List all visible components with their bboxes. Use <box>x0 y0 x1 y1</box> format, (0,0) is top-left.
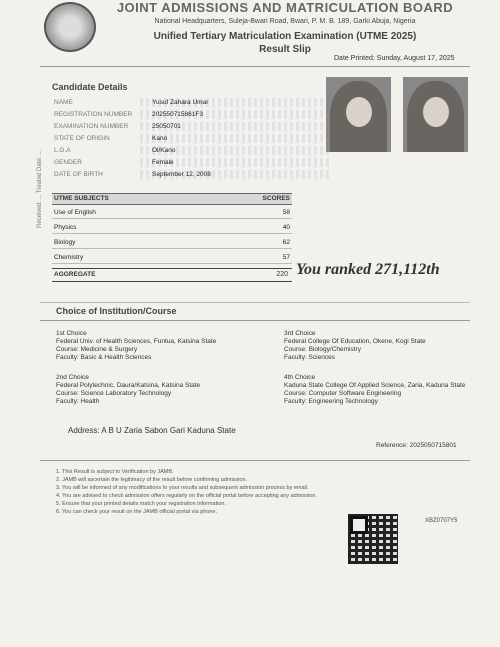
exam-title: Unified Tertiary Matriculation Examination (UTME 2025) <box>153 31 417 42</box>
choice-institution: Federal College Of Education, Okene, Kogi State <box>284 338 426 345</box>
exam-number-label: EXAMINATION NUMBER <box>54 123 129 130</box>
choice-faculty: Faculty: Engineering Technology <box>284 398 378 405</box>
subject-name: Use of English <box>54 209 96 216</box>
candidate-capture-photo <box>403 77 468 152</box>
reference-number: Reference: 2025050715801 <box>376 442 457 449</box>
note-item: 2. JAMB will ascertain the legitimacy of the result before confirming admission. <box>56 477 248 483</box>
choice-institution: Federal Polytechnic, Daura/Katsina, Katsina State <box>56 382 201 389</box>
gender-value: Female <box>152 159 174 166</box>
org-name: JOINT ADMISSIONS AND MATRICULATION BOARD <box>116 0 454 15</box>
registration-label: REGISTRATION NUMBER <box>54 111 133 118</box>
exam-number-value: 25050701 <box>152 123 181 130</box>
subject-score: 62 <box>282 239 290 246</box>
section-rule <box>40 302 470 303</box>
third-choice <box>284 330 426 362</box>
printed-date: Date Printed: Sunday, August 17, 2025 <box>334 55 455 62</box>
lga-value: Ol/Kano <box>152 147 176 154</box>
subject-row <box>52 222 292 234</box>
candidate-details-title: Candidate Details <box>52 82 128 92</box>
note-item: 1. This Result is subject to Verification by JAMB. <box>56 469 174 475</box>
fourth-choice <box>284 374 465 406</box>
slip-title: Result Slip <box>259 44 311 55</box>
choice-faculty: Faculty: Health <box>56 398 100 405</box>
jamb-crest-icon <box>44 2 96 52</box>
lga-label: L.G.A <box>54 147 71 154</box>
second-choice <box>56 374 200 406</box>
candidate-photo <box>326 77 391 152</box>
choice-heading: 3rd Choice <box>284 330 316 337</box>
choice-institution: Federal Univ. of Health Sciences, Funtua, Katsina State <box>56 338 217 345</box>
choices-title: Choice of Institution/Course <box>56 306 177 316</box>
note-item: 4. You are advised to check admission offers regularly on the official portal before accepting any admission. <box>56 493 317 499</box>
section-rule <box>40 460 470 461</box>
field-stripe <box>140 134 330 143</box>
choice-institution: Kaduna State College Of Applied Science, Zaria, Kaduna State <box>284 382 466 389</box>
subject-row <box>52 207 292 219</box>
aggregate-label: AGGREGATE <box>54 271 96 278</box>
gender-label: GENDER <box>54 159 82 166</box>
verification-code: XBZ0707Y5 <box>425 518 458 524</box>
note-item: 5. Ensure that your printed details match your registration information. <box>56 501 226 507</box>
subject-row <box>52 237 292 249</box>
aggregate-row <box>52 268 292 282</box>
notes-list <box>56 468 466 516</box>
subject-score: 40 <box>282 224 290 231</box>
subjects-header-score: SCORES <box>262 195 290 202</box>
choice-course: Course: Biology/Chemistry <box>284 346 361 353</box>
candidate-address: Address: A B U Zaria Sabon Gari Kaduna State <box>68 426 236 435</box>
subject-name: Chemistry <box>54 254 84 261</box>
section-rule <box>40 320 470 321</box>
name-label: NAME <box>54 99 73 106</box>
choice-course: Course: Science Laboratory Technology <box>56 390 172 397</box>
subject-score: 58 <box>282 209 290 216</box>
dob-label: DATE OF BIRTH <box>54 171 103 178</box>
subject-row <box>52 252 292 264</box>
choice-faculty: Faculty: Basic & Health Sciences <box>56 354 152 361</box>
choice-heading: 1st Choice <box>56 330 87 337</box>
subject-name: Physics <box>54 224 77 231</box>
header-rule <box>40 66 470 67</box>
subject-name: Biology <box>54 239 76 246</box>
face-shape <box>423 97 449 127</box>
registration-value: 202550715861F3 <box>152 111 203 118</box>
dob-value: September 12, 2008 <box>152 171 211 178</box>
subject-score: 57 <box>282 254 290 261</box>
state-value: Kano <box>152 135 168 142</box>
choice-faculty: Faculty: Sciences <box>284 354 335 361</box>
subjects-header <box>52 193 292 205</box>
note-item: 6. You can check your result on the JAMB official portal via phone. <box>56 509 218 515</box>
note-item: 3. You will be informed of any modifications to your results and subsequent admission process by email. <box>56 485 309 491</box>
ranking-text: You ranked 271,112th <box>296 261 440 278</box>
qr-code-icon <box>348 514 398 564</box>
state-label: STATE OF ORIGIN <box>54 135 110 142</box>
aggregate-score: 220 <box>276 271 288 278</box>
side-note: Received: ... Treated Date: ... <box>37 149 43 228</box>
name-value: Yusuf Zahara Umar <box>152 99 209 106</box>
choice-heading: 4th Choice <box>284 374 316 381</box>
choice-course: Course: Computer Software Engineering <box>284 390 402 397</box>
choice-course: Course: Medicine & Surgery <box>56 346 138 353</box>
choice-heading: 2nd Choice <box>56 374 89 381</box>
org-address: National Headquarters, Suleja-Bwari Road, Bwari, P. M. B. 189, Garki Abuja, Nigeria <box>154 18 416 25</box>
first-choice <box>56 330 216 362</box>
face-shape <box>346 97 372 127</box>
subjects-header-name: UTME SUBJECTS <box>54 195 109 202</box>
